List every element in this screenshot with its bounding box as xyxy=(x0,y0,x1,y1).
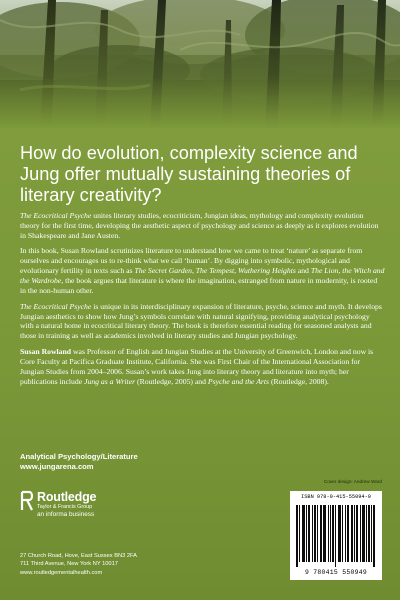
blurb-text-run: Wuthering Heights xyxy=(238,266,296,276)
barcode-bar xyxy=(304,505,305,562)
blurb-text-run: unites literary studies, ecocriticism, Jungian ideas, mythology and complexity evolution theory for the first time, developing the aesthetic aspect of psychology and science as deeply as it explores evolution in Shakespeare and Jane Austen. xyxy=(20,211,379,240)
address-line: www.routledgementalhealth.com xyxy=(20,569,103,576)
blurb-text-run: Jung as a Writer xyxy=(84,376,136,386)
barcode-bar xyxy=(338,505,339,562)
subject-block xyxy=(20,452,138,472)
blurb-text-run: The Ecocritical Psyche xyxy=(20,211,92,220)
headline-question: How do evolution, complexity science and Jung offer mutually sustaining theories of literary creativity? xyxy=(20,143,358,205)
barcode-bar xyxy=(360,505,361,562)
barcode-bar xyxy=(315,505,316,562)
barcode-bar xyxy=(342,505,343,562)
blurb-text-run: is unique in its interdisciplinary expansion of literature, psyche, science and myth. It develops Jungian aesthetics to show how Jung’s symbols correlate with natural signifying, providing analytical psychology with a natural home in ecocritical literary theory. The book is therefore essential reading for seasoned analysts and those in training as well as academics involved in literary studies and Jungian psychology. xyxy=(20,301,382,341)
barcode-bar xyxy=(321,505,322,562)
barcode-bar xyxy=(348,505,349,562)
blurb-text-run: Susan Rowland xyxy=(20,346,72,356)
barcode-bar xyxy=(314,505,315,562)
blurb-text-run: (Routledge, 2008). xyxy=(269,376,329,386)
blurb-text-run: (Routledge, 2005) and xyxy=(135,376,208,386)
blurb-text-run: , xyxy=(191,266,196,276)
barcode-bar xyxy=(297,505,298,567)
barcode-bar xyxy=(312,505,313,562)
barcode-bar xyxy=(362,505,363,562)
barcode-bar xyxy=(306,505,307,562)
barcode-bar xyxy=(303,505,304,562)
barcode-bar xyxy=(296,505,297,567)
barcode-bar xyxy=(308,505,309,562)
blurb-text-run: , xyxy=(234,266,238,276)
barcode-bar xyxy=(335,505,336,567)
barcode-bar xyxy=(347,505,348,562)
blurb-text-run: and xyxy=(295,266,311,276)
series-website: www.jungarena.com xyxy=(20,462,94,471)
blurb-text-run: In this book, Susan Rowland scrutinizes literature to understand how we came to treat ‘nature’ as separate from ourselves and encourages us to re-think what we call ‘human’. By digging into symbolic, mythological and evolutionary fertility in texts such as xyxy=(20,246,363,276)
barcode-bar xyxy=(363,505,364,562)
barcode-bar xyxy=(374,505,375,567)
barcode-bar xyxy=(339,505,340,562)
barcode xyxy=(296,505,376,567)
ean-number: 9 780415 550949 xyxy=(304,569,368,576)
address-line: 711 Third Avenue, New York NY 10017 xyxy=(20,561,118,568)
blurb-text-run: The Secret Garden xyxy=(134,266,192,276)
blurb-text-run: Psyche and the Arts xyxy=(207,376,270,386)
routledge-logo-icon xyxy=(20,490,34,512)
barcode-bar xyxy=(325,505,326,562)
isbn-number: ISBN 978-0-415-55094-9 xyxy=(301,494,371,500)
barcode-bar xyxy=(317,505,318,562)
blurb-paragraph xyxy=(20,347,385,387)
barcode-bar xyxy=(354,505,355,562)
forest-photo xyxy=(0,0,400,128)
blurb-paragraph xyxy=(20,246,385,296)
blurb-text-run: The Lion, the Witch and the Wardrobe xyxy=(20,266,385,286)
barcode-bar xyxy=(352,505,353,562)
blurb-text-run: The Tempest xyxy=(195,266,235,276)
blurb-paragraph xyxy=(20,211,385,241)
barcode-bar xyxy=(369,505,370,562)
address-line: 27 Church Road, Hove, East Sussex BN3 2FA xyxy=(20,553,137,559)
publisher-address xyxy=(20,552,137,577)
barcode-bar xyxy=(340,505,341,562)
barcode-bar xyxy=(333,505,334,562)
barcode-bar xyxy=(368,505,369,562)
barcode-bar xyxy=(299,505,300,562)
barcode-bar xyxy=(309,505,310,562)
publisher-group: Taylor & Francis Group xyxy=(37,504,93,510)
barcode-bar xyxy=(302,505,303,562)
blurb-text-run: was Professor of English and Jungian Studies at the University of Greenwich, London and now is Core Faculty at Pacifica Graduate Institute, California. She was First Chair of the International Association for Jungian Studies from 2004–2006. Susan’s work takes Jung into literary theory and literature into myth; her publications include xyxy=(20,346,374,386)
barcode-bar xyxy=(328,505,329,562)
publisher-logo xyxy=(20,490,130,526)
cover-credit: Cover design: Andrew Ward xyxy=(323,479,382,484)
barcode-bar xyxy=(323,505,324,562)
blurb-paragraph xyxy=(20,302,385,342)
barcode-panel xyxy=(290,491,382,580)
barcode-bar xyxy=(356,505,357,562)
blurb-text-run: The Ecocritical Psyche xyxy=(20,301,92,311)
barcode-bar xyxy=(330,505,331,562)
barcode-bar xyxy=(345,505,346,562)
blurb-text-run: , the book argues that literature is where the imagination, estranged from nature in modernity, is rooted in the non-human other. xyxy=(20,276,378,296)
barcode-bar xyxy=(332,505,333,562)
subject-category: Analytical Psychology/Literature xyxy=(20,452,138,461)
publisher-tagline: an informa business xyxy=(37,511,95,518)
barcode-bar xyxy=(320,505,321,562)
blurb xyxy=(20,211,385,392)
barcode-bar xyxy=(371,505,372,562)
barcode-bar xyxy=(324,505,325,562)
barcode-bar xyxy=(366,505,367,562)
barcode-bar xyxy=(351,505,352,562)
barcode-bar xyxy=(357,505,358,562)
barcode-bar xyxy=(373,505,374,567)
publisher-name: Routledge xyxy=(37,490,97,504)
barcode-bar xyxy=(364,505,365,562)
